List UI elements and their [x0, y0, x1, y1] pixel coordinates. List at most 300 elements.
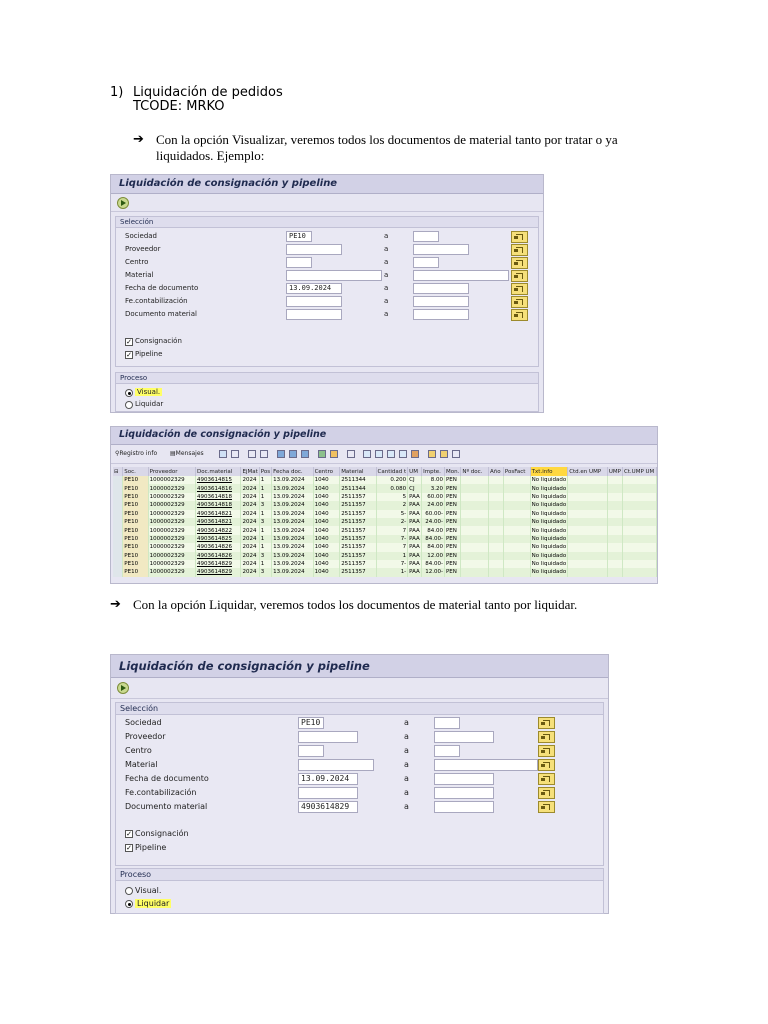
grid-cell: 5	[376, 493, 408, 501]
subtotal-icon[interactable]	[330, 450, 338, 458]
row-selector[interactable]	[113, 526, 123, 534]
process-group	[115, 868, 604, 914]
proveedor-to-input[interactable]	[434, 731, 494, 743]
paragraph-visualizar-line2: liquidados. Ejemplo:	[156, 148, 265, 163]
process-group-title: Proceso	[116, 373, 538, 384]
grid-cell: 2511344	[340, 484, 376, 492]
sociedad-label: Sociedad	[125, 232, 158, 240]
registro-info-label: Registro info	[119, 450, 158, 457]
proveedor-range-separator: a	[404, 732, 409, 741]
grid-cell: 1040	[313, 510, 340, 518]
grid-cell: 2511357	[340, 560, 376, 568]
grid-cell: 84.00	[422, 543, 445, 551]
grid-cell: No liquidado	[531, 569, 567, 576]
grid-cell: 24.00-	[422, 518, 445, 526]
grid-cell[interactable]: 4903614829	[195, 568, 240, 576]
grid-cell: PAA	[409, 535, 420, 542]
fe-contabilizacion-to-input[interactable]	[413, 296, 469, 307]
grid-column-header[interactable]: Proveedor	[148, 467, 195, 476]
grid-cell: 2024	[241, 484, 259, 492]
grid-cell: 1000002329	[148, 501, 195, 509]
liquidar-radio[interactable]	[125, 401, 133, 409]
grid-cell: 2024	[241, 501, 259, 509]
grid-cell: No liquidado	[531, 510, 567, 517]
sociedad-from-input[interactable]: PE10	[286, 231, 312, 242]
grid-cell	[461, 552, 489, 560]
material-multiple-selection-icon[interactable]	[538, 759, 555, 771]
views-icon[interactable]	[363, 450, 371, 458]
centro-from-input[interactable]	[298, 745, 324, 757]
grid-cell: 60.00	[422, 493, 445, 501]
grid-cell: No liquidado	[531, 519, 567, 526]
grid-cell: 3.20	[422, 484, 445, 492]
grid-cell	[607, 518, 622, 526]
grid-cell: PEN	[444, 543, 460, 551]
fe-contabilizacion-multiple-selection-icon[interactable]	[538, 787, 555, 799]
grid-column-header[interactable]: Ct.UMP UM	[622, 467, 656, 476]
fecha-de-documento-multiple-selection-icon[interactable]	[511, 283, 528, 295]
row-selector[interactable]	[113, 543, 123, 551]
grid-select-all-cell[interactable]: ⊟	[113, 467, 123, 476]
change-layout-icon[interactable]	[428, 450, 436, 458]
grid-cell: PAA	[409, 502, 420, 509]
grid-row[interactable]	[113, 535, 657, 543]
centro-multiple-selection-icon[interactable]	[511, 257, 528, 269]
documento-material-label: Documento material	[125, 802, 208, 811]
row-selector[interactable]	[113, 476, 123, 484]
grid-cell	[503, 535, 530, 543]
proveedor-from-input[interactable]	[298, 731, 358, 743]
grid-cell: PE10	[123, 476, 148, 484]
grid-cell	[568, 484, 608, 492]
grid-cell	[461, 501, 489, 509]
centro-from-input[interactable]	[286, 257, 312, 268]
selection-group	[115, 702, 604, 866]
grid-cell	[503, 484, 530, 492]
visual-radio-label: Visual.	[137, 388, 161, 396]
sort-descending-icon[interactable]	[289, 450, 297, 458]
fecha-de-documento-to-input[interactable]	[434, 773, 494, 785]
grid-column-header[interactable]: Ctd.en UMP	[568, 467, 608, 476]
fe-contabilizacion-from-input[interactable]	[298, 787, 358, 799]
fe-contabilizacion-label: Fe.contabilización	[125, 788, 197, 797]
alv-toolbar	[111, 445, 657, 464]
grid-cell: 2024	[241, 568, 259, 576]
paragraph-liquidar: Con la opción Liquidar, veremos todos los documentos de material tanto por liquidar.	[133, 597, 578, 612]
liquidar-radio-label: Liquidar	[137, 899, 170, 908]
grid-cell: 1040	[313, 526, 340, 534]
proveedor-to-input[interactable]	[413, 244, 469, 255]
grid-cell: No liquidado	[531, 493, 567, 500]
grid-cell	[461, 476, 489, 484]
grid-cell: 1000002329	[148, 510, 195, 518]
screen-title: Liquidación de consignación y pipeline	[119, 659, 370, 673]
grid-cell	[568, 560, 608, 568]
grid-cell: 1040	[313, 476, 340, 484]
grid-cell: No liquidado	[531, 561, 567, 568]
grid-row[interactable]	[113, 552, 657, 560]
grid-cell	[607, 510, 622, 518]
grid-row[interactable]	[113, 476, 657, 484]
sociedad-to-input[interactable]	[413, 231, 439, 242]
grid-cell	[622, 476, 656, 484]
documento-material-to-input[interactable]	[413, 309, 469, 320]
grid-cell	[503, 518, 530, 526]
grid-cell: PE10	[123, 501, 148, 509]
save-layout-icon[interactable]	[440, 450, 448, 458]
grid-cell: 1000002329	[148, 476, 195, 484]
grid-cell: PAA	[409, 519, 420, 526]
information-icon[interactable]	[452, 450, 460, 458]
material-range-separator: a	[384, 271, 389, 279]
grid-cell	[568, 476, 608, 484]
grid-column-header[interactable]: Soc.	[123, 467, 148, 476]
grid-column-header[interactable]: PosFact	[503, 467, 530, 476]
grid-cell: 1	[259, 526, 271, 534]
grid-cell: 1000002329	[148, 493, 195, 501]
grid-cell: PEN	[444, 493, 460, 501]
grid-cell: 2511357	[340, 518, 376, 526]
grid-cell[interactable]: 4903614821	[195, 510, 240, 518]
grid-cell	[622, 552, 656, 560]
grid-cell[interactable]: 4903614815	[195, 476, 240, 484]
section-title: Liquidación de pedidos	[133, 85, 283, 100]
grid-cell: 13.09.2024	[272, 560, 313, 568]
mensajes-button[interactable]: ▤Mensajes	[170, 450, 204, 457]
centro-multiple-selection-icon[interactable]	[538, 745, 555, 757]
row-selector[interactable]	[113, 484, 123, 492]
row-selector[interactable]	[113, 560, 123, 568]
grid-cell: 2024	[241, 560, 259, 568]
documento-material-multiple-selection-icon[interactable]	[538, 801, 555, 813]
sum-icon[interactable]	[318, 450, 326, 458]
documento-material-multiple-selection-icon[interactable]	[511, 309, 528, 321]
export-icon[interactable]	[375, 450, 383, 458]
material-from-input[interactable]	[286, 270, 382, 281]
grid-cell[interactable]: 4903614821	[195, 518, 240, 526]
row-selector[interactable]	[113, 501, 123, 509]
grid-row[interactable]	[113, 526, 657, 534]
grid-cell: 2024	[241, 493, 259, 501]
grid-cell: PAA	[409, 510, 420, 517]
grid-cell: 3	[259, 552, 271, 560]
refresh-icon[interactable]	[231, 450, 239, 458]
grid-cell: 2024	[241, 476, 259, 484]
proveedor-label: Proveedor	[125, 245, 161, 253]
grid-cell	[622, 518, 656, 526]
grid-cell	[568, 501, 608, 509]
grid-cell	[568, 518, 608, 526]
row-selector[interactable]	[113, 510, 123, 518]
grid-cell: PE10	[123, 510, 148, 518]
grid-cell: PE10	[123, 568, 148, 576]
filter-icon[interactable]	[301, 450, 309, 458]
liquidar-radio-label: Liquidar	[135, 400, 164, 408]
material-to-input[interactable]	[413, 270, 509, 281]
application-toolbar	[111, 194, 543, 212]
grid-cell: No liquidado	[531, 544, 567, 551]
grid-column-header[interactable]: UM	[408, 467, 422, 476]
deselect-all-icon[interactable]	[260, 450, 268, 458]
grid-cell: 1000002329	[148, 560, 195, 568]
grid-cell: 13.09.2024	[272, 484, 313, 492]
grid-column-header[interactable]: Txt.info	[530, 467, 568, 476]
grid-cell: 1-	[376, 568, 408, 576]
arrow-bullet-icon: ➔	[133, 132, 144, 147]
grid-cell: 1040	[313, 568, 340, 576]
grid-row[interactable]	[113, 518, 657, 526]
grid-cell	[607, 476, 622, 484]
fe-contabilizacion-multiple-selection-icon[interactable]	[511, 296, 528, 308]
execute-icon[interactable]	[117, 682, 129, 694]
consignacion-label: Consignación	[135, 829, 189, 838]
grid-column-header[interactable]: Centro	[313, 467, 340, 476]
alv-grid-table	[113, 467, 657, 577]
grid-column-header[interactable]: Nº doc.	[461, 467, 489, 476]
grid-cell	[622, 493, 656, 501]
grid-cell: PAA	[409, 552, 420, 559]
grid-column-header[interactable]: Pos	[260, 468, 271, 475]
pipeline-checkbox[interactable]: ✓	[126, 844, 132, 852]
screen-title-bar	[111, 655, 608, 678]
pipeline-checkbox[interactable]: ✓	[126, 351, 132, 359]
grid-cell	[503, 476, 530, 484]
registro-info-button[interactable]: ⚲Registro info	[115, 450, 158, 457]
grid-cell: 13.09.2024	[272, 501, 313, 509]
grid-cell	[622, 526, 656, 534]
grid-cell[interactable]: 4903614816	[195, 484, 240, 492]
selection-group-title: Selección	[116, 217, 538, 228]
grid-cell: PE10	[123, 543, 148, 551]
grid-cell: 8.00	[422, 476, 445, 484]
material-multiple-selection-icon[interactable]	[511, 270, 528, 282]
filter-layout-icon[interactable]	[399, 450, 407, 458]
proveedor-multiple-selection-icon[interactable]	[538, 731, 555, 743]
consignacion-checkbox[interactable]: ✓	[126, 338, 132, 346]
detail-icon[interactable]	[219, 450, 227, 458]
grid-cell: PEN	[444, 501, 460, 509]
grid-cell: 13.09.2024	[272, 568, 313, 576]
grid-cell: No liquidado	[531, 485, 567, 492]
grid-cell: 1	[259, 535, 271, 543]
proveedor-label: Proveedor	[125, 732, 166, 741]
grid-cell: 84.00-	[422, 535, 445, 543]
grid-cell: PE10	[123, 552, 148, 560]
sociedad-multiple-selection-icon[interactable]	[511, 231, 528, 243]
material-range-separator: a	[404, 760, 409, 769]
grid-cell: 2-	[376, 518, 408, 526]
row-selector[interactable]	[113, 535, 123, 543]
grid-cell: 24.00	[422, 501, 445, 509]
pipeline-label: Pipeline	[135, 350, 163, 358]
grid-cell	[607, 526, 622, 534]
grid-cell: No liquidado	[531, 502, 567, 509]
grid-cell	[568, 568, 608, 576]
grid-cell: 13.09.2024	[272, 518, 313, 526]
consignacion-label: Consignación	[135, 337, 182, 345]
grid-cell	[461, 493, 489, 501]
grid-cell[interactable]: 4903614822	[195, 526, 240, 534]
centro-to-input[interactable]	[413, 257, 439, 268]
sociedad-to-input[interactable]	[434, 717, 460, 729]
grid-column-header[interactable]: Mon.	[445, 468, 460, 475]
liquidar-radio[interactable]	[125, 900, 133, 908]
proveedor-multiple-selection-icon[interactable]	[511, 244, 528, 256]
fecha-de-documento-to-input[interactable]	[413, 283, 469, 294]
grid-cell	[622, 560, 656, 568]
documento-material-to-input[interactable]	[434, 801, 494, 813]
sociedad-range-separator: a	[404, 718, 409, 727]
grid-column-header[interactable]: Doc.material	[195, 467, 240, 476]
grid-row[interactable]	[113, 484, 657, 492]
visual-radio[interactable]	[125, 887, 133, 895]
grid-cell: PAA	[409, 544, 420, 551]
grid-cell	[489, 526, 504, 534]
grid-cell: PAA	[409, 561, 420, 568]
screen-title-bar	[111, 175, 543, 194]
execute-icon[interactable]	[117, 197, 129, 209]
proveedor-from-input[interactable]	[286, 244, 342, 255]
grid-cell: 84.00-	[422, 560, 445, 568]
grid-row[interactable]	[113, 493, 657, 501]
grid-row[interactable]	[113, 543, 657, 551]
grid-cell: PAA	[409, 493, 420, 500]
fecha-de-documento-label: Fecha de documento	[125, 774, 209, 783]
grid-cell: 1	[259, 543, 271, 551]
grid-cell: 1	[259, 560, 271, 568]
grid-cell: 1040	[313, 484, 340, 492]
fecha-de-documento-from-input[interactable]: 13.09.2024	[298, 773, 358, 785]
screen-title: Liquidación de consignación y pipeline	[119, 178, 338, 189]
grid-cell: No liquidado	[531, 535, 567, 542]
grid-cell: 13.09.2024	[272, 526, 313, 534]
documento-material-from-input[interactable]	[286, 309, 342, 320]
grid-cell: 60.00-	[422, 510, 445, 518]
material-from-input[interactable]	[298, 759, 374, 771]
grid-cell: 2024	[241, 543, 259, 551]
grid-row[interactable]	[113, 568, 657, 576]
row-selector[interactable]	[113, 552, 123, 560]
fecha-de-documento-multiple-selection-icon[interactable]	[538, 773, 555, 785]
sociedad-multiple-selection-icon[interactable]	[538, 717, 555, 729]
sap-selection-screen-liquidar	[110, 654, 609, 914]
row-selector[interactable]	[113, 518, 123, 526]
grid-cell[interactable]: 4903614818	[195, 493, 240, 501]
print-icon[interactable]	[347, 450, 355, 458]
grid-cell	[461, 526, 489, 534]
visual-radio-label: Visual.	[135, 886, 162, 895]
grid-cell	[503, 543, 530, 551]
grid-cell[interactable]: 4903614826	[195, 543, 240, 551]
grid-cell[interactable]: 4903614826	[195, 552, 240, 560]
sociedad-from-input[interactable]: PE10	[298, 717, 324, 729]
arrow-bullet-icon: ➔	[110, 597, 121, 612]
grid-cell: PEN	[444, 518, 460, 526]
grid-cell	[568, 510, 608, 518]
grid-column-header[interactable]: Fecha doc.	[272, 467, 313, 476]
process-group-title: Proceso	[116, 869, 603, 881]
grid-cell	[489, 552, 504, 560]
grid-cell: 13.09.2024	[272, 510, 313, 518]
graphic-icon[interactable]	[411, 450, 419, 458]
row-selector[interactable]	[113, 568, 123, 576]
layout-icon[interactable]	[387, 450, 395, 458]
documento-material-range-separator: a	[404, 802, 409, 811]
grid-column-header[interactable]: Material	[340, 467, 376, 476]
grid-row[interactable]	[113, 510, 657, 518]
grid-cell: 1	[376, 552, 408, 560]
fe-contabilizacion-from-input[interactable]	[286, 296, 342, 307]
grid-cell	[622, 535, 656, 543]
grid-cell	[622, 568, 656, 576]
grid-cell	[568, 543, 608, 551]
grid-cell: 2511357	[340, 493, 376, 501]
sort-ascending-icon[interactable]	[277, 450, 285, 458]
select-all-icon[interactable]	[248, 450, 256, 458]
grid-cell[interactable]: 4903614825	[195, 535, 240, 543]
grid-cell	[489, 543, 504, 551]
grid-column-header[interactable]: Año	[489, 467, 504, 476]
grid-cell: 1040	[313, 518, 340, 526]
grid-row[interactable]	[113, 501, 657, 509]
grid-cell: 0.080	[376, 484, 408, 492]
grid-cell	[461, 484, 489, 492]
grid-cell	[622, 510, 656, 518]
grid-cell	[461, 518, 489, 526]
selection-group-title: Selección	[116, 703, 603, 715]
grid-cell: 1040	[313, 535, 340, 543]
centro-range-separator: a	[404, 746, 409, 755]
grid-column-header[interactable]: UMP	[608, 468, 621, 475]
documento-material-from-input[interactable]: 4903614829	[298, 801, 358, 813]
grid-cell	[568, 552, 608, 560]
grid-cell: 1	[259, 493, 271, 501]
fe-contabilizacion-range-separator: a	[384, 297, 389, 305]
grid-column-header[interactable]: EjMat	[242, 468, 258, 475]
row-selector[interactable]	[113, 493, 123, 501]
grid-cell[interactable]: 4903614829	[195, 560, 240, 568]
fecha-de-documento-from-input[interactable]: 13.09.2024	[286, 283, 342, 294]
grid-cell	[461, 535, 489, 543]
grid-cell: PEN	[444, 568, 460, 576]
grid-cell: 1000002329	[148, 518, 195, 526]
grid-column-header[interactable]: Impte.	[422, 467, 445, 476]
grid-cell: 2511344	[340, 476, 376, 484]
grid-cell	[489, 510, 504, 518]
grid-cell	[568, 493, 608, 501]
material-to-input[interactable]	[434, 759, 538, 771]
proveedor-range-separator: a	[384, 245, 389, 253]
grid-cell[interactable]: 4903614818	[195, 501, 240, 509]
grid-cell: 1	[259, 476, 271, 484]
visual-radio[interactable]	[125, 389, 133, 397]
grid-cell	[489, 568, 504, 576]
grid-cell: PE10	[123, 484, 148, 492]
grid-cell	[461, 560, 489, 568]
grid-row[interactable]	[113, 560, 657, 568]
grid-cell: PE10	[123, 518, 148, 526]
grid-cell	[607, 535, 622, 543]
grid-column-header[interactable]: Cantidad t	[377, 468, 407, 475]
alv-title-bar	[111, 427, 657, 445]
grid-cell	[568, 526, 608, 534]
fe-contabilizacion-to-input[interactable]	[434, 787, 494, 799]
grid-cell: PEN	[444, 560, 460, 568]
grid-cell: PE10	[123, 526, 148, 534]
centro-to-input[interactable]	[434, 745, 460, 757]
consignacion-checkbox[interactable]: ✓	[126, 830, 132, 838]
grid-cell: No liquidado	[531, 477, 567, 484]
